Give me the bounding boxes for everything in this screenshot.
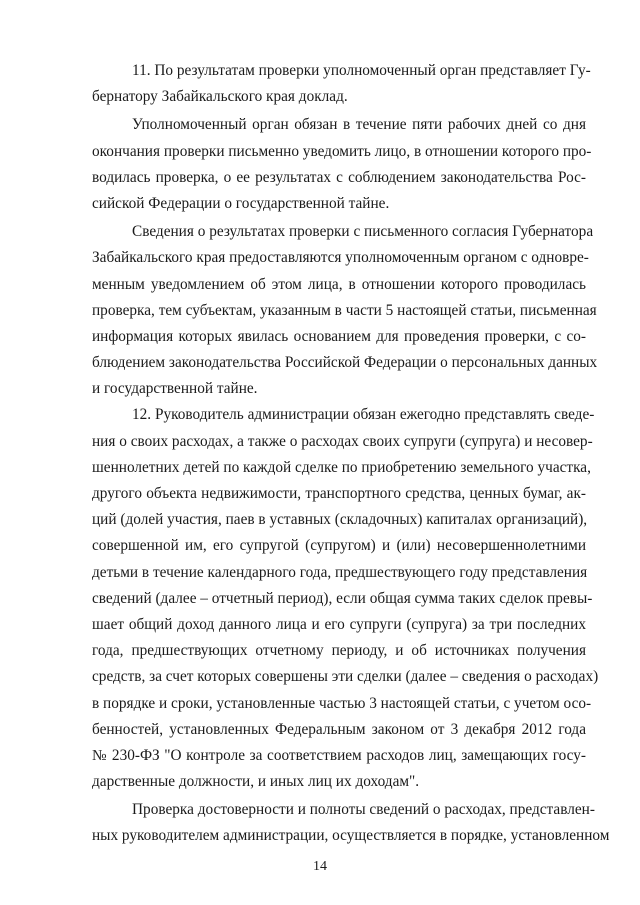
paragraph-11 xyxy=(92,58,591,110)
text-line: средств, за счет которых совершены эти сделки (далее – сведения о расходах) xyxy=(92,668,599,686)
text-line: ных руководителем администрации, осуществляется в порядке, установленном xyxy=(92,827,610,845)
document-body xyxy=(92,58,610,850)
text-line: в порядке и сроки, установленные частью 3 настоящей статьи, с учетом осо- xyxy=(92,694,592,712)
text-line: Проверка достоверности и полноты сведений о расходах, представлен- xyxy=(132,801,595,819)
text-line: другого объекта недвижимости, транспортного средства, ценных бумаг, ак- xyxy=(92,485,586,502)
text-line: Уполномоченный орган обязан в течение пяти рабочих дней со дня xyxy=(132,116,586,134)
text-line: водилась проверка, о ее результатах с соблюдением законодательства Рос- xyxy=(92,168,586,186)
text-line: окончания проверки письменно уведомить лицо, в отношении которого про- xyxy=(92,142,592,160)
text-line: № 230-ФЗ "О контроле за соответствием расходов лиц, замещающих госу- xyxy=(92,746,586,764)
text-line: дарственные должности, и иных лиц их доходам". xyxy=(92,773,420,791)
text-line: Сведения о результатах проверки с письменного согласия Губернатора xyxy=(132,223,594,241)
text-line: ций (долей участия, паев в уставных (складочных) капиталах организаций), xyxy=(92,511,588,529)
text-line: детьми в течение календарного года, предшествующего году представления xyxy=(92,563,588,581)
text-line: шеннолетних детей по каждой сделке по приобретению земельного участка, xyxy=(92,458,591,476)
text-line: 11. По результатам проверки уполномоченный орган представляет Гу- xyxy=(132,62,591,79)
text-line: проверка, тем субъектам, указанным в части 5 настоящей статьи, письменная xyxy=(92,301,597,319)
text-line: 12. Руководитель администрации обязан ежегодно представлять сведе- xyxy=(132,406,595,424)
text-line: бернатору Забайкальского края доклад. xyxy=(92,88,348,106)
text-line: совершенной им, его супругой (супругом) и (или) несовершеннолетними xyxy=(92,537,586,555)
text-line: года, предшествующих отчетному периоду, и об источниках получения xyxy=(92,642,586,660)
text-line: сийской Федерации о государственной тайне. xyxy=(92,194,390,212)
text-line: сведений (далее – отчетный период), если общая сумма таких сделок превы- xyxy=(92,589,593,607)
paragraph-results-info xyxy=(92,219,598,402)
text-line: бенностей, установленных Федеральным законом от 3 декабря 2012 года xyxy=(92,720,586,738)
text-line: Забайкальского края предоставляются уполномоченным органом с одновре- xyxy=(92,249,589,267)
paragraph-notification xyxy=(92,112,592,217)
text-line: информация которых явилась основанием для проведения проверки, с со- xyxy=(92,327,586,345)
text-line: и государственной тайне. xyxy=(92,380,258,398)
text-line: ния о своих расходах, а также о расходах своих супруги (супруга) и несовер- xyxy=(92,432,593,450)
page-number: 14 xyxy=(313,859,327,874)
text-line: шает общий доход данного лица и его супруги (супруга) за три последних xyxy=(92,615,586,633)
paragraph-12 xyxy=(92,402,599,795)
text-line: менным уведомлением об этом лица, в отношении которого проводилась xyxy=(92,275,586,293)
text-line: блюдением законодательства Российской Федерации о персональных данных xyxy=(92,354,598,372)
paragraph-verification xyxy=(92,797,610,849)
